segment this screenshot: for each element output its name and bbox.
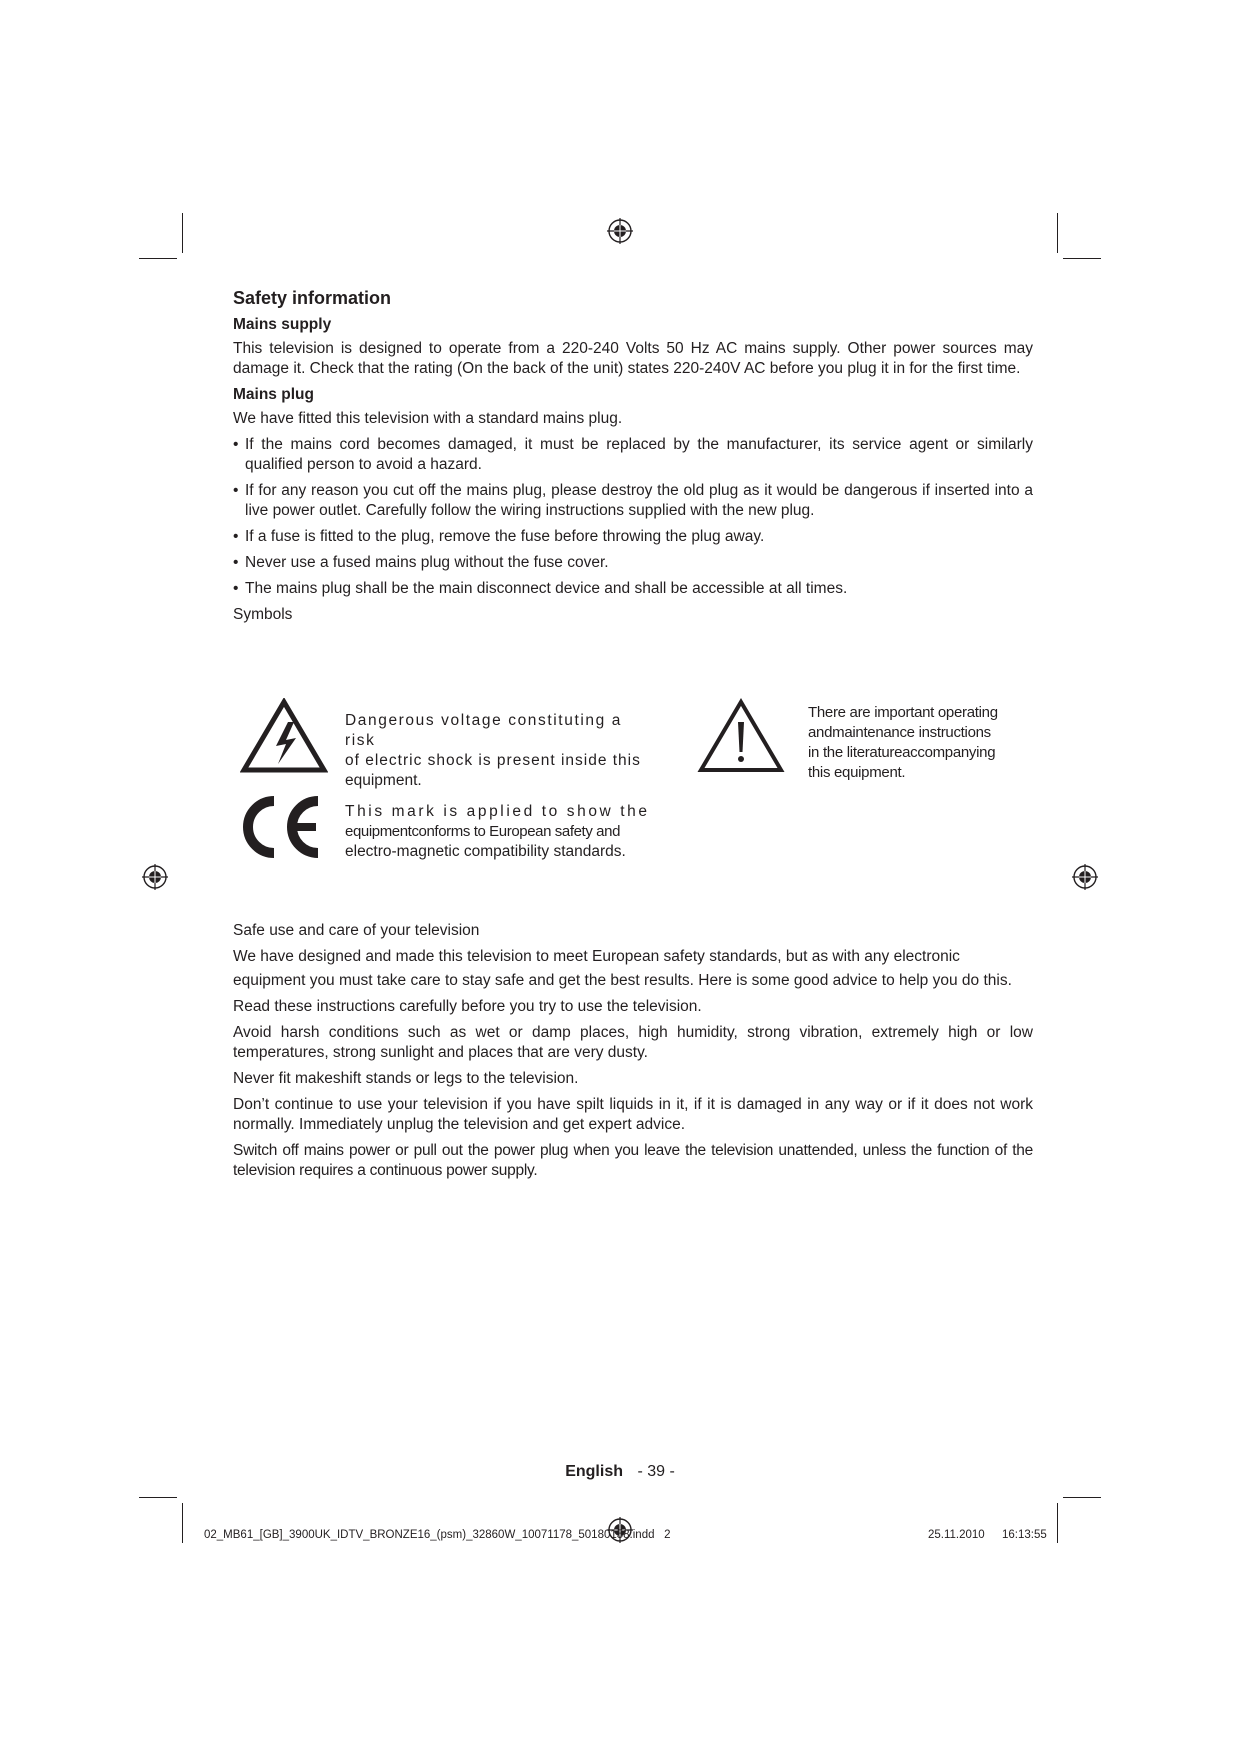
list-item-text: If for any reason you cut off the mains plug, please destroy the old plug as it would be dangerous if inserted into a live power outlet. Carefully follow the wiring instructions supplied with the new plug.: [245, 482, 1033, 519]
voltage-line-3: equipment.: [345, 772, 422, 789]
slug-filename: 02_MB61_[GB]_3900UK_IDTV_BRONZE16_(psm)_32860W_10071178_50180158.indd 2: [204, 1529, 671, 1541]
safe-use-p6: Switch off mains power or pull out the power plug when you leave the television unattended, unless the function of the television requires a continuous power supply.: [233, 1142, 1033, 1179]
safe-use-p2: Read these instructions carefully before you try to use the television.: [233, 998, 702, 1015]
ce-line-2: equipmentconforms to European safety and: [345, 823, 621, 840]
safe-use-p1-rest: equipment you must take care to stay safe and get the best results. Here is some good advice to help you do this.: [233, 972, 1012, 989]
exclamation-warning-icon: [697, 698, 785, 774]
safe-use-p4: Never fit makeshift stands or legs to the television.: [233, 1070, 579, 1087]
list-item-text: If a fuse is fitted to the plug, remove the fuse before throwing the plug away.: [245, 528, 765, 545]
bullet-marker: •: [233, 554, 239, 571]
mains-plug-intro: We have fitted this television with a standard mains plug.: [233, 410, 623, 427]
mains-plug-heading: Mains plug: [233, 386, 314, 403]
bullet-marker: •: [233, 436, 239, 453]
safety-section: [233, 287, 1033, 631]
caution-line-3: in the literatureaccompanying: [808, 744, 996, 761]
page-title: Safety information: [233, 288, 392, 308]
crop-mark-top-left-horizontal: [139, 258, 177, 259]
registration-mark-icon: [607, 218, 633, 244]
crop-mark-bottom-left-horizontal: [139, 1497, 177, 1498]
symbols-label: Symbols: [233, 606, 293, 623]
crop-mark-top-left-vertical: [182, 213, 183, 253]
voltage-symbol-description: [345, 711, 658, 791]
list-item: [233, 527, 1033, 547]
list-item: [233, 435, 1033, 475]
page-number: - 39 -: [637, 1463, 675, 1480]
mains-supply-heading: Mains supply: [233, 316, 332, 333]
bullet-marker: •: [233, 528, 239, 545]
safe-use-section: [233, 921, 1033, 1187]
crop-mark-bottom-right-vertical: [1057, 1503, 1058, 1543]
ce-line-3: electro-magnetic compatibility standards.: [345, 843, 626, 860]
list-item: [233, 553, 1033, 573]
voltage-line-1: Dangerous voltage constituting a risk: [345, 712, 622, 749]
crop-mark-top-right-vertical: [1057, 213, 1058, 253]
safe-use-heading: Safe use and care of your television: [233, 922, 480, 939]
ce-line-1: This mark is applied to show the: [345, 803, 650, 820]
caution-line-1: There are important operating: [808, 704, 998, 721]
safe-use-p1-line1: We have designed and made this television to meet European safety standards, but as with any electronic: [233, 948, 960, 965]
registration-mark-icon: [142, 864, 168, 890]
safe-use-p5: Don’t continue to use your television if you have spilt liquids in it, if it is damaged in any way or if it does not work normally. Immediately unplug the television and get expert advice.: [233, 1096, 1033, 1133]
mains-supply-text: This television is designed to operate from a 220-240 Volts 50 Hz AC mains supply. Other power sources may damage it. Check that the rating (On the back of the unit) states 220-240V AC before you plug it in for the first time.: [233, 340, 1033, 377]
crop-mark-top-right-horizontal: [1063, 258, 1101, 259]
list-item-text: Never use a fused mains plug without the fuse cover.: [245, 554, 609, 571]
slug-date: 25.11.2010: [928, 1529, 985, 1541]
bullet-marker: •: [233, 482, 239, 499]
safe-use-p3: Avoid harsh conditions such as wet or damp places, high humidity, strong vibration, extremely high or low temperatures, strong sunlight and places that are very dusty.: [233, 1024, 1033, 1061]
ce-symbol-description: [345, 802, 665, 862]
page-footer: [0, 1463, 1240, 1481]
voltage-line-2: of electric shock is present inside this: [345, 752, 641, 769]
slug-time: 16:13:55: [1002, 1529, 1047, 1541]
list-item: [233, 481, 1033, 521]
high-voltage-warning-icon: [240, 698, 328, 774]
caution-symbol-description: [808, 703, 1038, 783]
crop-mark-bottom-left-vertical: [182, 1503, 183, 1543]
list-item-text: If the mains cord becomes damaged, it must be replaced by the manufacturer, its service agent or similarly qualified person to avoid a hazard.: [245, 436, 1033, 473]
list-item-text: The mains plug shall be the main disconnect device and shall be accessible at all times.: [245, 580, 848, 597]
list-item: [233, 579, 1033, 599]
bullet-marker: •: [233, 580, 239, 597]
ce-mark-icon: [240, 795, 326, 859]
caution-line-2: andmaintenance instructions: [808, 724, 991, 741]
footer-language: English: [565, 1463, 623, 1480]
crop-mark-bottom-right-horizontal: [1063, 1497, 1101, 1498]
caution-line-4: this equipment.: [808, 764, 906, 781]
registration-mark-icon: [1072, 864, 1098, 890]
